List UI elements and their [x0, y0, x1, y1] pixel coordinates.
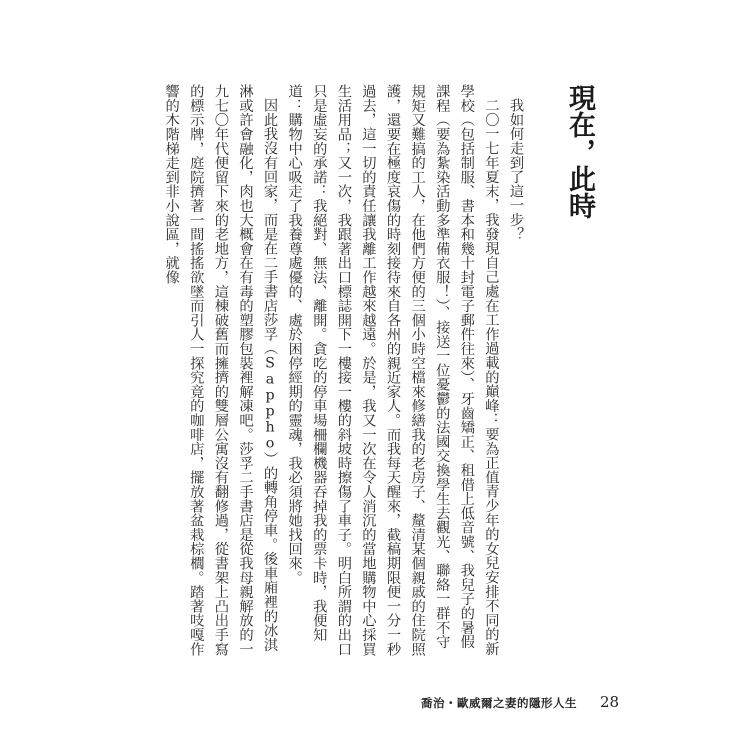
chapter-title: 現在，此時: [564, 84, 595, 219]
vertical-text-body: [163, 84, 600, 660]
page-number: 28: [600, 693, 620, 711]
page-footer: [0, 695, 750, 719]
paragraph-3: 因此我沒有回家，而是在二手書店莎孚（Sappho）的轉角停車。後車廂裡的冰淇淋或許會融化，肉也大概會在有毒的塑膠包裝裡解凍吧。莎孚二手書店是從我母親解放的一九七〇年代便留下來的老地方，這棟破舊而擁擠的雙層公寓沒有翻修過，從書架上凸出手寫的標示牌，庭院擠著一間搖搖欲墜而引人一探究竟的咖啡店，擺放著盆栽棕櫚。踏著吱嘎作響的木階梯走到非小說區，就像: [163, 84, 279, 656]
running-footer-book-title: 喬治・歐威爾之妻的隱形人生: [421, 696, 577, 710]
paragraph-2: 二〇一七年夏末，我發現自己處在工作過載的巔峰：要為正值青少年的女兒安排不同的新學校（包括制服、書本和幾十封電子郵件往來）、牙齒矯正、租借上低音號、我兒子的暑假課程（要為紮染活動多準備衣服！）、接送一位憂鬱的法國交換學生去觀光、聯絡一群不守規矩又難搞的工人，在他們方便的三個小時空檔來修繕我的老房子、釐清某個親戚的住院照護，還要在極度哀傷的時刻接待來自各州的親近家人。而我每天醒來，截稿期限便一分一秒過去，這一切的責任讓我離工作越來越遠。於是，我又一次在令人消沉的當地購物中心採買生活用品；又一次，我跟著出口標誌開下一樓接一樓的斜坡時擦傷了車子。明白所謂的出口只是虛妄的承諾：我絕對、無法、離開。貪吃的停車場柵欄機器吞掉我的票卡時，我便知道：購物中心吸走了我養尊處優的、處於困停經期的靈魂，我必須將她找回來。: [286, 84, 500, 656]
paragraph-1: 我如何走到了這一步？: [508, 98, 524, 242]
